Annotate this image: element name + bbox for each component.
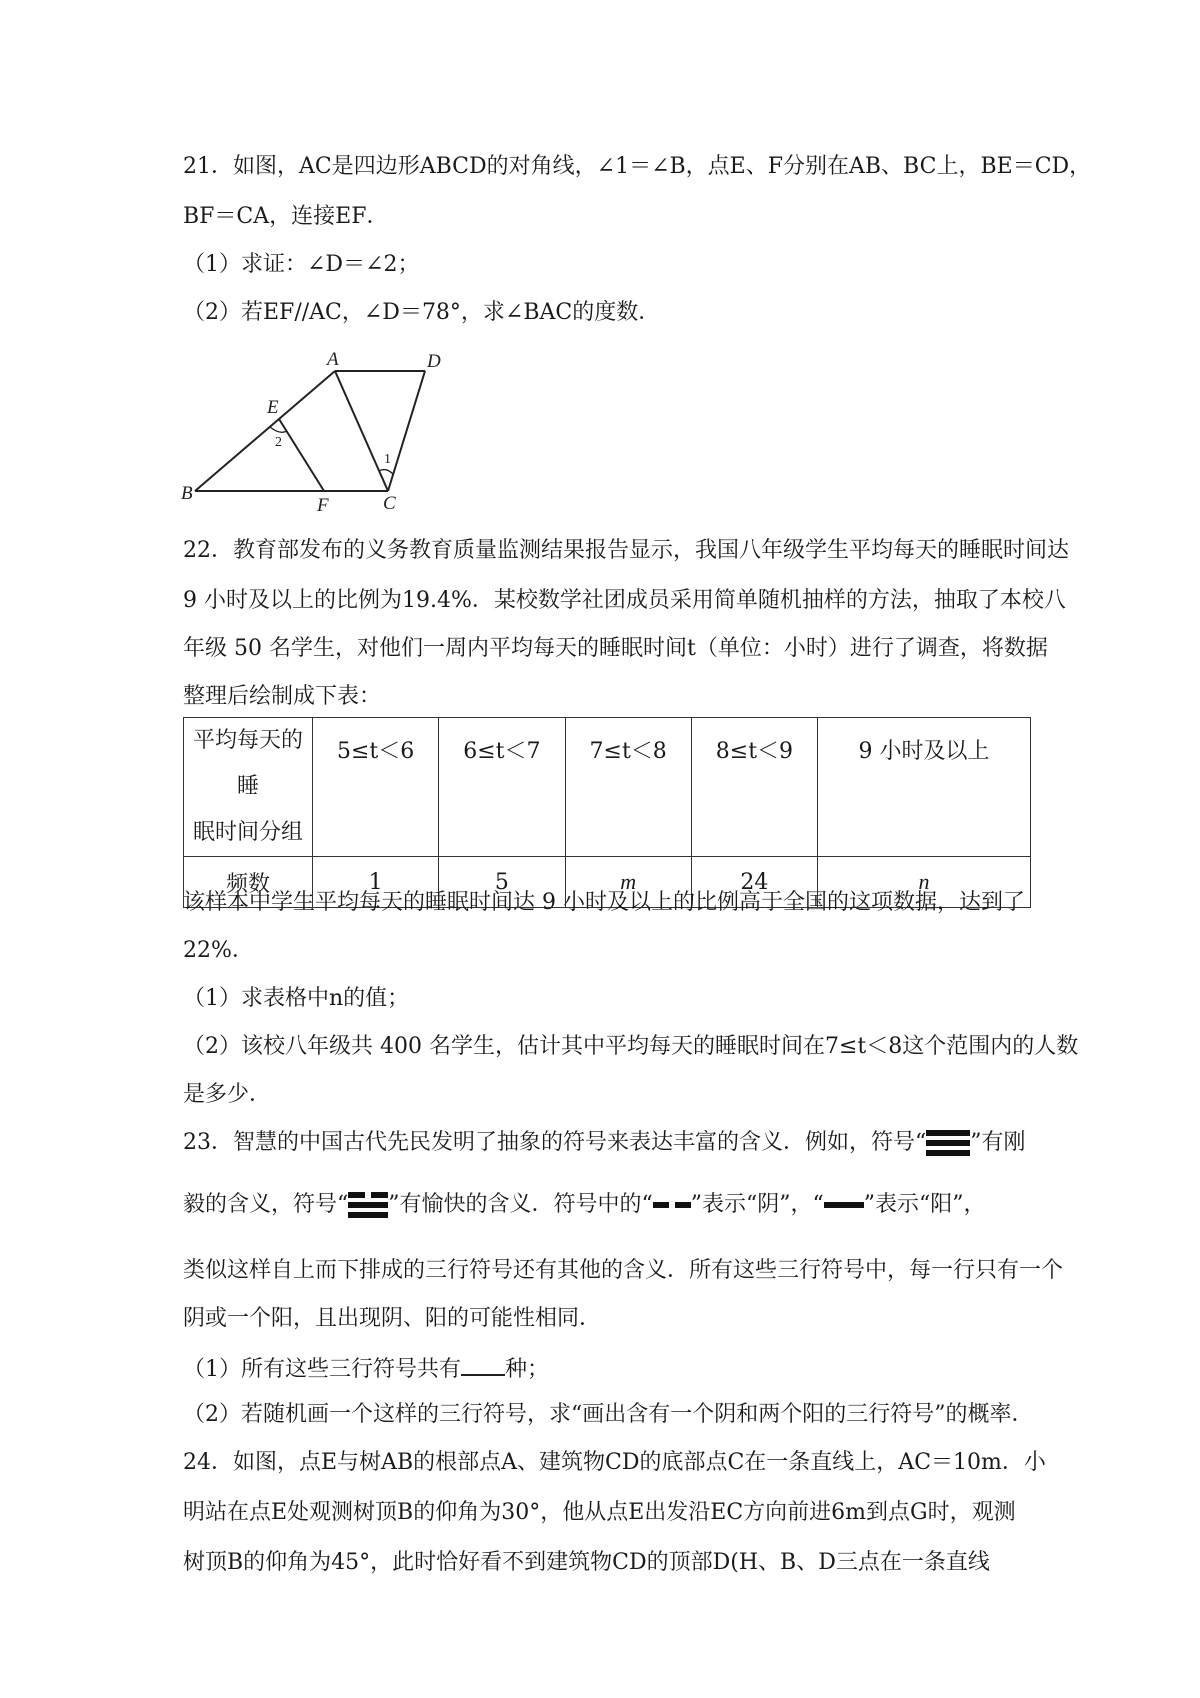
group-cell-5: 9 小时及以上 <box>818 718 1031 857</box>
q23-part-1b: 种； <box>505 1357 550 1382</box>
q22-line-3: 年级 50 名学生，对他们一周内平均每天的睡眠时间t（单位：小时）进行了调查，将数据 <box>183 636 1048 661</box>
qian-trigram-icon <box>926 1128 970 1158</box>
yin-line-icon <box>653 1199 691 1211</box>
q22-line-2: 9 小时及以上的比例为19.4%．某校数学社团成员采用简单随机抽样的方法，抽取了本校八 <box>183 588 1066 613</box>
q24-line-2: 明站在点E处观测树顶B的仰角为30°，他从点E出发沿EC方向前进6m到点G时，观测 <box>183 1500 1016 1525</box>
q23-line-2c: ”表示“阴”，“ <box>690 1192 824 1217</box>
table-row-groups <box>184 718 1031 857</box>
group-cell-1: 5≤t＜6 <box>313 718 439 857</box>
q24-line-1: 24．如图，点E与树AB的根部点A、建筑物CD的底部点C在一条直线上，AC＝10m．小 <box>183 1450 1046 1475</box>
segment-ba <box>195 371 335 491</box>
yang-line-icon <box>824 1199 864 1211</box>
q22-part-1: （1）求表格中n的值； <box>183 986 410 1011</box>
label-f: F <box>317 495 329 516</box>
q21-part-2: （2）若EF//AC，∠D＝78°，求∠BAC的度数． <box>183 300 661 325</box>
table-header-line-1: 平均每天的睡 <box>192 728 303 799</box>
q23-line-2 <box>183 1190 986 1220</box>
freq-label-cell: 频数 <box>184 857 313 908</box>
table-header-cell <box>184 718 313 857</box>
q22-after-line-2: 22%． <box>183 938 254 963</box>
quadrilateral-figure <box>183 345 463 515</box>
segment-dc <box>388 371 425 491</box>
label-c: C <box>383 493 396 514</box>
freq-cell-3: m <box>565 857 691 908</box>
label-a: A <box>327 349 339 370</box>
q23-part-1a: （1）所有这些三行符号共有 <box>183 1357 461 1382</box>
group-cell-4: 8≤t＜9 <box>691 718 817 857</box>
freq-cell-5: n <box>818 857 1031 908</box>
sleep-frequency-table <box>183 717 1031 908</box>
dui-trigram-icon <box>348 1190 388 1220</box>
freq-cell-1: 1 <box>313 857 439 908</box>
segment-ac <box>335 371 388 491</box>
q23-part-1 <box>183 1352 549 1385</box>
q22-part-2: （2）该校八年级共 400 名学生，估计其中平均每天的睡眠时间在7≤t＜8这个范围内的人数 <box>183 1034 1079 1059</box>
q23-line-1 <box>183 1128 1026 1158</box>
q23-line-1a: 23．智慧的中国古代先民发明了抽象的符号来表达丰富的含义．例如，符号“ <box>183 1130 927 1155</box>
q23-line-2d: ”表示“阳”， <box>863 1192 986 1217</box>
table-header-line-2: 眠时间分组 <box>192 820 303 845</box>
q22-line-4: 整理后绘制成下表： <box>183 684 382 709</box>
q22-after-line-1: 该样本中学生平均每天的睡眠时间达 9 小时及以上的比例高于全国的这项数据，达到了 <box>183 890 1025 915</box>
q21-part-1: （1）求证：∠D＝∠2； <box>183 252 420 277</box>
q23-line-3: 类似这样自上而下排成的三行符号还有其他的含义．所有这些三行符号中，每一行只有一个 <box>183 1258 1064 1283</box>
group-cell-3: 7≤t＜8 <box>565 718 691 857</box>
freq-cell-4: 24 <box>691 857 817 908</box>
label-angle-1: 1 <box>384 452 391 467</box>
label-e: E <box>267 397 279 418</box>
label-b: B <box>181 483 193 504</box>
q21-line-1: 21．如图，AC是四边形ABCD的对角线，∠1＝∠B，点E、F分别在AB、BC上，BE＝CD， <box>183 154 1092 179</box>
q23-line-1b: ”有刚 <box>970 1130 1026 1155</box>
q22-line-1: 22．教育部发布的义务教育质量监测结果报告显示，我国八年级学生平均每天的睡眠时间达 <box>183 538 1069 563</box>
q21-line-2: BF＝CA，连接EF． <box>183 204 389 229</box>
q23-part-2: （2）若随机画一个这样的三行符号，求“画出含有一个阴和两个阳的三行符号”的概率． <box>183 1402 1034 1427</box>
answer-blank <box>461 1352 505 1376</box>
segment-ef <box>279 419 324 491</box>
q23-line-4: 阴或一个阳，且出现阴、阳的可能性相同． <box>183 1306 602 1331</box>
label-d: D <box>427 351 441 372</box>
freq-cell-2: 5 <box>439 857 565 908</box>
q23-line-2b: ”有愉快的含义．符号中的“ <box>388 1192 653 1217</box>
q22-part-2-cont: 是多少． <box>183 1082 272 1107</box>
q23-line-2a: 毅的含义，符号“ <box>183 1192 349 1217</box>
group-cell-2: 6≤t＜7 <box>439 718 565 857</box>
q24-line-3: 树顶B的仰角为45°，此时恰好看不到建筑物CD的顶部D(H、B、D三点在一条直线 <box>183 1550 990 1575</box>
label-angle-2: 2 <box>275 435 282 450</box>
